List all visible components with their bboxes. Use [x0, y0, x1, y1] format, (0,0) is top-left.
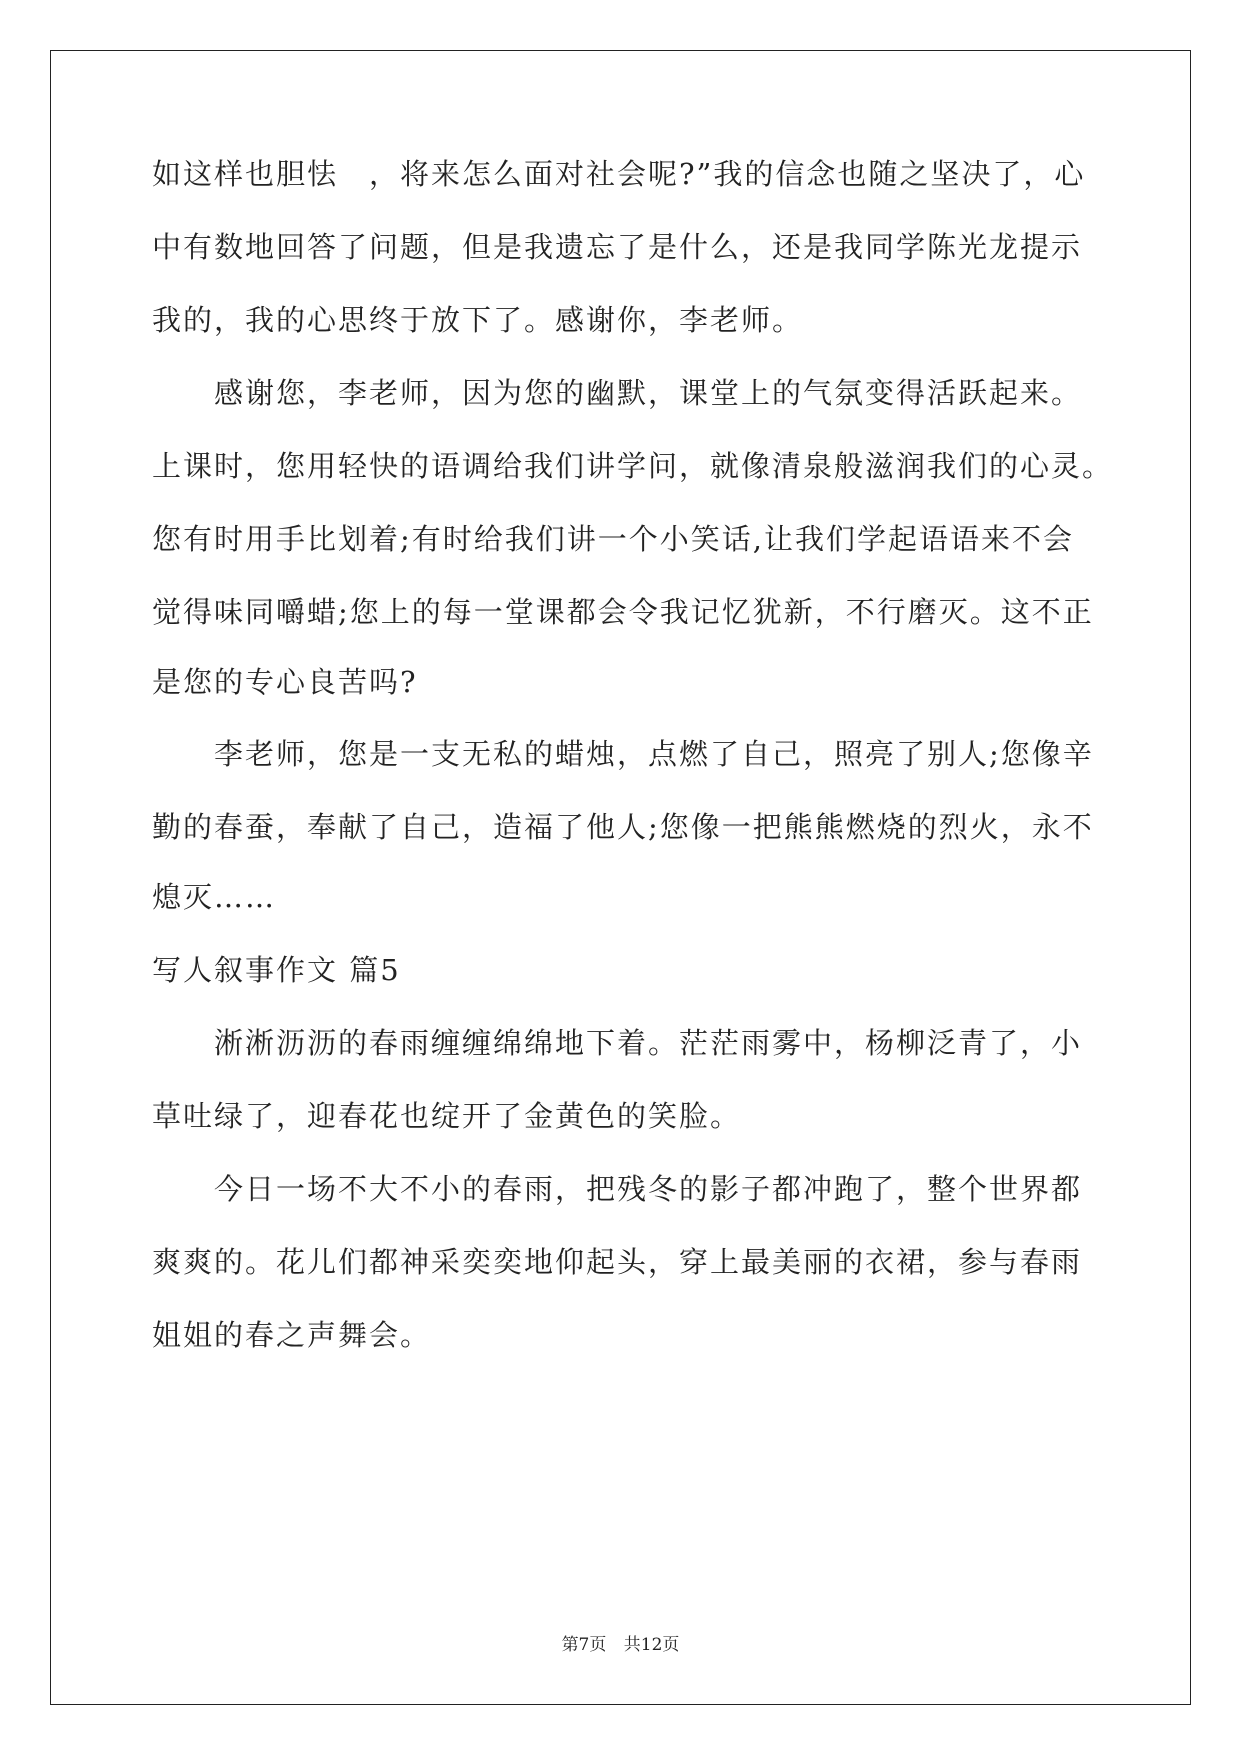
page-total: 共12页 — [623, 1635, 680, 1655]
text-line: 勤的春蚕，奉献了自己，造福了他人;您像一把熊熊燃烧的烈火，永不 — [152, 810, 1094, 844]
text-line: 您有时用手比划着;有时给我们讲一个小笑话,让我们学起语语来不会 — [152, 522, 1074, 556]
text-line: 淅淅沥沥的春雨缠缠绵绵地下着。茫茫雨雾中，杨柳泛青了，小 — [152, 1026, 1083, 1060]
text-line: 上课时，您用轻快的语调给我们讲学问，就像清泉般滋润我们的心灵。 — [152, 449, 1114, 483]
text-line: 草吐绿了，迎春花也绽开了金黄色的笑脸。 — [152, 1099, 742, 1133]
text-line: 感谢您，李老师，因为您的幽默，课堂上的气氛变得活跃起来。 — [152, 376, 1083, 410]
text-line: 姐姐的春之声舞会。 — [152, 1318, 432, 1352]
section-heading: 写人叙事作文 篇5 — [152, 953, 401, 987]
text-line: 今日一场不大不小的春雨，把残冬的影子都冲跑了，整个世界都 — [152, 1172, 1083, 1206]
text-line: 如这样也胆怯 ，将来怎么面对社会呢?”我的信念也随之坚决了，心 — [152, 157, 1086, 191]
page-number: 第7页 — [561, 1635, 607, 1655]
text-line: 熄灭…… — [152, 880, 277, 914]
page-border — [50, 50, 1191, 1705]
page-footer — [0, 1630, 1241, 1655]
text-line: 觉得味同嚼蜡;您上的每一堂课都会令我记忆犹新，不行磨灭。这不正 — [152, 595, 1094, 629]
text-line: 中有数地回答了问题，但是我遗忘了是什么，还是我同学陈光龙提示 — [152, 230, 1083, 264]
text-line: 我的，我的心思终于放下了。感谢你，李老师。 — [152, 303, 804, 337]
text-line: 李老师，您是一支无私的蜡烛，点燃了自己，照亮了别人;您像辛 — [152, 737, 1094, 771]
text-line: 爽爽的。花儿们都神采奕奕地仰起头，穿上最美丽的衣裙，参与春雨 — [152, 1245, 1083, 1279]
text-line: 是您的专心良苦吗? — [152, 665, 418, 699]
